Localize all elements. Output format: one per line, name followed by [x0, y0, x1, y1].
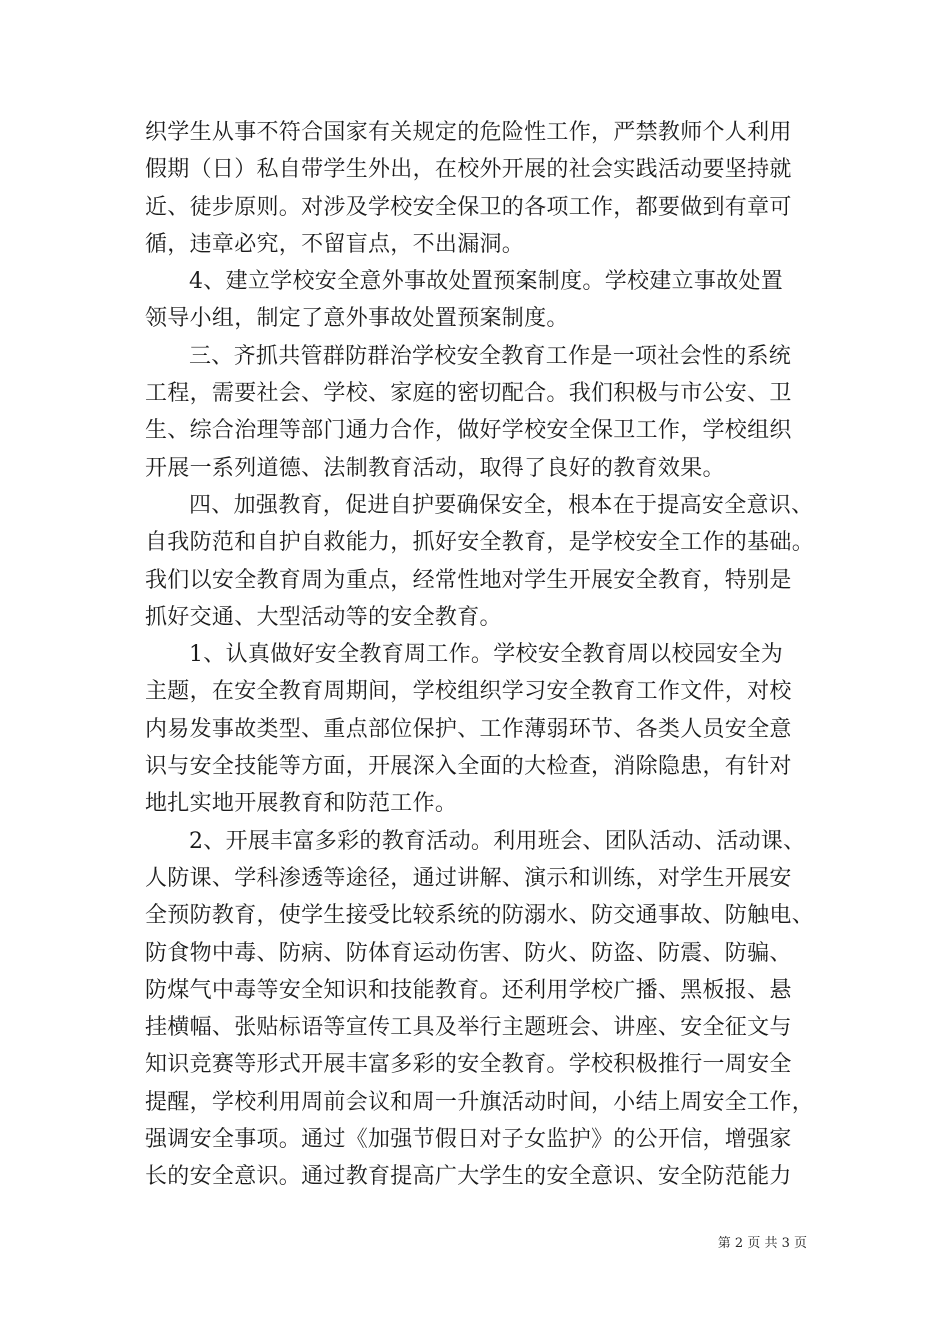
text-line-6: 领导小组，制定了意外事故处置预案制度。	[145, 306, 569, 332]
text-line-19: 地扎实地开展教育和防范工作。	[145, 791, 458, 817]
text-line-14: 抓好交通、大型活动等的安全教育。	[145, 604, 502, 630]
page-number-footer: 第 2 页 共 3 页	[717, 1236, 807, 1251]
text-line-9: 生、综合治理等部门通力合作，做好学校安全保卫工作，学校组织	[145, 418, 792, 444]
text-line-10: 开展一系列道德、法制教育活动，取得了良好的教育效果。	[145, 455, 725, 481]
document-body	[145, 114, 813, 1196]
text-line-20: 2、开展丰富多彩的教育活动。利用班会、团队活动、活动课、	[189, 828, 806, 854]
text-line-8: 工程，需要社会、学校、家庭的密切配合。我们积极与市公安、卫	[145, 381, 792, 407]
text-line-15: 1、认真做好安全教育周工作。学校安全教育周以校园安全为	[189, 642, 784, 668]
text-line-22: 全预防教育，使学生接受比较系统的防溺水、防交通事故、防触电、	[145, 903, 815, 929]
text-line-16: 主题，在安全教育周期间，学校组织学习安全教育工作文件，对校	[145, 679, 792, 705]
text-line-7: 三、齐抓共管群防群治学校安全教育工作是一项社会性的系统	[189, 343, 792, 369]
text-line-23: 防食物中毒、防病、防体育运动伤害、防火、防盗、防震、防骗、	[145, 940, 792, 966]
text-line-5: 4、建立学校安全意外事故处置预案制度。学校建立事故处置	[189, 269, 784, 295]
text-line-28: 强调安全事项。通过《加强节假日对子女监护》的公开信，增强家	[145, 1127, 792, 1153]
text-line-13: 我们以安全教育周为重点，经常性地对学生开展安全教育，特别是	[145, 567, 792, 593]
text-line-25: 挂横幅、张贴标语等宣传工具及举行主题班会、讲座、安全征文与	[145, 1015, 792, 1041]
text-line-21: 人防课、学科渗透等途径，通过讲解、演示和训练，对学生开展安	[145, 865, 792, 891]
text-line-11: 四、加强教育，促进自护要确保安全，根本在于提高安全意识、	[189, 492, 814, 518]
text-line-17: 内易发事故类型、重点部位保护、工作薄弱环节、各类人员安全意	[145, 716, 792, 742]
text-line-2: 假期（日）私自带学生外出，在校外开展的社会实践活动要坚持就	[145, 157, 792, 183]
text-line-24: 防煤气中毒等安全知识和技能教育。还利用学校广播、黑板报、悬	[145, 977, 792, 1003]
text-line-18: 识与安全技能等方面，开展深入全面的大检查，消除隐患，有针对	[145, 754, 792, 780]
text-line-12: 自我防范和自护自救能力，抓好安全教育，是学校安全工作的基础。	[145, 530, 815, 556]
text-line-26: 知识竞赛等形式开展丰富多彩的安全教育。学校积极推行一周安全	[145, 1052, 792, 1078]
text-line-1: 织学生从事不符合国家有关规定的危险性工作，严禁教师个人利用	[145, 120, 792, 145]
text-line-27: 提醒，学校利用周前会议和周一升旗活动时间，小结上周安全工作，	[145, 1089, 815, 1115]
text-line-3: 近、徒步原则。对涉及学校安全保卫的各项工作，都要做到有章可	[145, 194, 792, 220]
text-line-4: 循，违章必究，不留盲点，不出漏洞。	[145, 231, 525, 257]
text-line-29: 长的安全意识。通过教育提高广大学生的安全意识、安全防范能力	[145, 1164, 792, 1190]
